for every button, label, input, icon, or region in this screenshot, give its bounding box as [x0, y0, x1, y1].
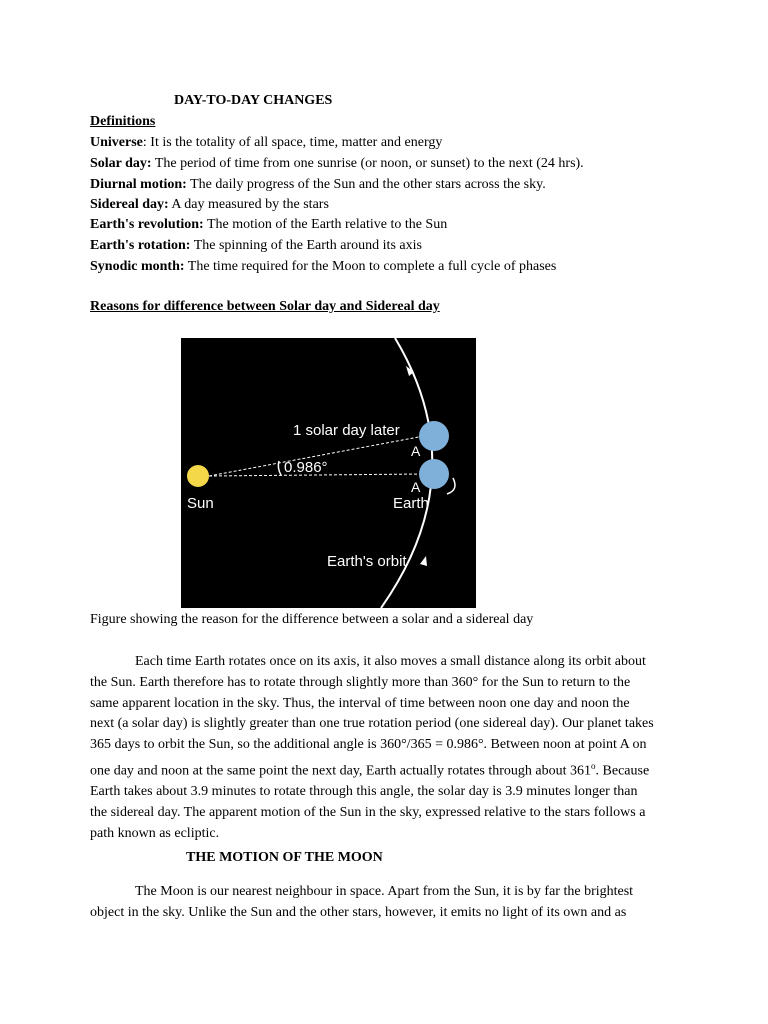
- label-earth: Earth: [393, 495, 429, 512]
- definition-text: The time required for the Moon to complete a full cycle of phases: [184, 259, 557, 274]
- definition-term: Earth's revolution:: [90, 217, 204, 232]
- earth-later-icon: [419, 421, 449, 451]
- definition-term: Solar day:: [90, 156, 152, 171]
- reasons-heading: Reasons for difference between Solar day and Sidereal day: [90, 299, 440, 314]
- definition-text: The spinning of the Earth around its axis: [190, 238, 422, 253]
- label-a-bottom: A: [411, 479, 421, 495]
- definition-text: The daily progress of the Sun and the other stars across the sky.: [186, 177, 546, 192]
- paragraph-text: . Because Earth takes about 3.9 minutes to rotate through this angle, the solar day is 3.9 minutes longer than the sidereal day. The apparent motion of the Sun in the sky, expressed relative to the stars follows a path known as ecliptic.: [90, 763, 650, 841]
- superscript-degree: o: [591, 760, 596, 771]
- label-a-top: A: [411, 443, 421, 459]
- earth-now-icon: [419, 459, 449, 489]
- definition-universe: [90, 135, 442, 151]
- figure-caption: Figure showing the reason for the difference between a solar and a sidereal day: [90, 612, 534, 627]
- label-solar-day-later: 1 solar day later: [293, 422, 400, 439]
- definition-diurnal-motion: [90, 177, 546, 193]
- paragraph-rotation: [90, 652, 656, 844]
- page-title: DAY-TO-DAY CHANGES: [174, 93, 333, 108]
- definition-sep: :: [142, 135, 147, 150]
- paragraph-text: Each time Earth rotates once on its axis, it also moves a small distance along its orbit about the Sun. Earth therefore has to rotate through slightly more than 360° for the Sun to return to the same apparent location in the sky. Thus, the interval of time between noon one day and noon the next (a solar day) is slightly greater than one true rotation period (one sidereal day). Our planet takes 365 days to orbit the Sun, so the additional angle is 360°/365 = 0.986°. Between noon at point A on one day and noon at the same point the next day, Earth actually rotates through about 361: [90, 654, 654, 779]
- definition-term: Sidereal day:: [90, 197, 169, 212]
- label-angle: 0.986°: [284, 459, 328, 476]
- definition-synodic-month: [90, 259, 556, 275]
- label-orbit: Earth's orbit: [327, 553, 407, 570]
- paragraph-text: The Moon is our nearest neighbour in space. Apart from the Sun, it is by far the brightest object in the sky. Unlike the Sun and the other stars, however, it emits no light of its own and as: [90, 884, 634, 920]
- definition-earths-rotation: [90, 238, 422, 254]
- definition-earths-revolution: [90, 217, 447, 233]
- definition-term: Earth's rotation:: [90, 238, 191, 253]
- definition-solar-day: [90, 156, 584, 172]
- definition-text: The motion of the Earth relative to the Sun: [203, 217, 448, 232]
- definition-text: A day measured by the stars: [168, 197, 329, 212]
- moon-heading: THE MOTION OF THE MOON: [186, 850, 383, 865]
- sun-icon: [187, 465, 209, 487]
- definition-term: Diurnal motion:: [90, 177, 187, 192]
- definition-term: Universe: [90, 135, 143, 150]
- definition-text: The period of time from one sunrise (or noon, or sunset) to the next (24 hrs).: [151, 156, 584, 171]
- solar-sidereal-figure: [181, 338, 476, 608]
- paragraph-moon: [90, 882, 656, 924]
- label-sun: Sun: [187, 495, 214, 512]
- definition-text: It is the totality of all space, time, matter and energy: [146, 135, 443, 150]
- definitions-heading: Definitions: [90, 114, 156, 129]
- definition-term: Synodic month:: [90, 259, 185, 274]
- definition-sidereal-day: [90, 197, 329, 213]
